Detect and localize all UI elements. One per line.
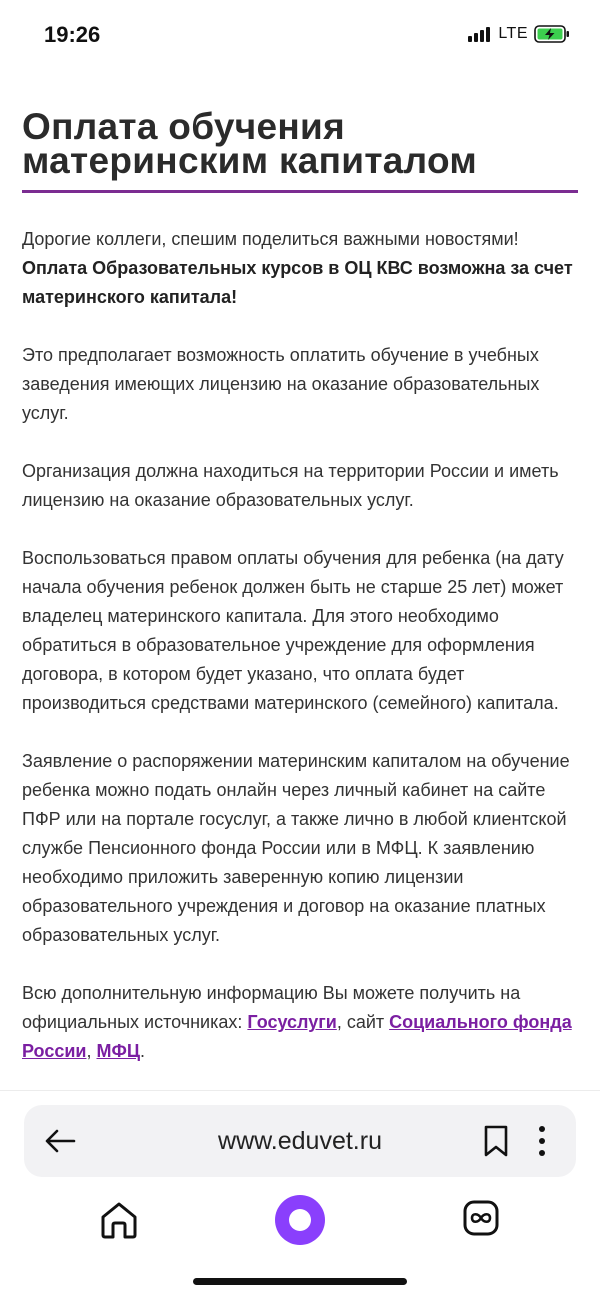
paragraph-5: Заявление о распоряжении материнским капиталом на обучение ребенка можно подать онлайн через личный кабинет на сайте ПФР или на портале госуслуг, а также лично в любой клиентской службе Пенсионного фонда России или в МФЦ. К заявлению необходимо приложить заверенную копию лицензии образовательного учреждения и договор на оказание платных образовательных услуг. <box>22 751 570 945</box>
title-line-1: Оплата обучения <box>22 106 345 147</box>
signal-icon <box>468 26 490 42</box>
article <box>22 106 578 1066</box>
status-bar <box>0 0 600 72</box>
link-social-fund[interactable]: Социального фонда России <box>22 1012 572 1061</box>
title-divider <box>22 190 578 193</box>
title-line-2: материнским капиталом <box>22 140 478 181</box>
paragraph-3: Организация должна находиться на территории России и иметь лицензию на оказание образовательных услуг. <box>22 461 559 510</box>
status-time: 19:26 <box>44 22 101 47</box>
home-icon[interactable] <box>98 1199 140 1241</box>
address-bar[interactable] <box>24 1105 576 1177</box>
intro-bold-text: Оплата Образовательных курсов в ОЦ КВС возможна за счет материнского капитала! <box>22 258 573 307</box>
url-text[interactable]: www.eduvet.ru <box>218 1127 382 1155</box>
intro-text: Дорогие коллеги, спешим поделиться важными новостями! <box>22 229 519 249</box>
sources-prefix: Всю дополнительную информацию Вы можете получить на официальных источниках: <box>22 983 521 1032</box>
paragraph-2: Это предполагает возможность оплатить обучение в учебных заведения имеющих лицензию на оказание образовательных услуг. <box>22 345 540 423</box>
bookmark-icon[interactable] <box>482 1124 510 1158</box>
sources-separator-1: , сайт <box>336 1012 390 1032</box>
link-gosuslugi[interactable]: Госуслуги <box>247 1012 337 1032</box>
home-indicator[interactable] <box>193 1278 407 1285</box>
paragraph-intro <box>22 225 578 312</box>
tabs-icon[interactable] <box>462 1199 500 1237</box>
sources-separator-2: , <box>86 1041 97 1061</box>
link-mfc[interactable]: МФЦ <box>96 1041 140 1061</box>
sources-end: . <box>140 1041 146 1061</box>
more-icon[interactable] <box>530 1123 554 1159</box>
browser-bottom-panel <box>0 1090 600 1298</box>
status-indicators <box>468 24 570 44</box>
paragraph-sources <box>22 979 578 1066</box>
paragraph-4: Воспользоваться правом оплаты обучения для ребенка (на дату начала обучения ребенок должен быть не старше 25 лет) может владелец материнского капитала. Для этого необходимо обратиться в образовательное учреждение для оформления договора, в котором будет указано, что оплата будет производиться средствами материнского (семейного) капитала. <box>22 548 564 713</box>
battery-charging-icon <box>534 24 570 44</box>
alice-icon[interactable] <box>275 1195 325 1245</box>
network-type: LTE <box>498 25 528 42</box>
article-body <box>22 225 578 1066</box>
page-title <box>22 106 578 181</box>
